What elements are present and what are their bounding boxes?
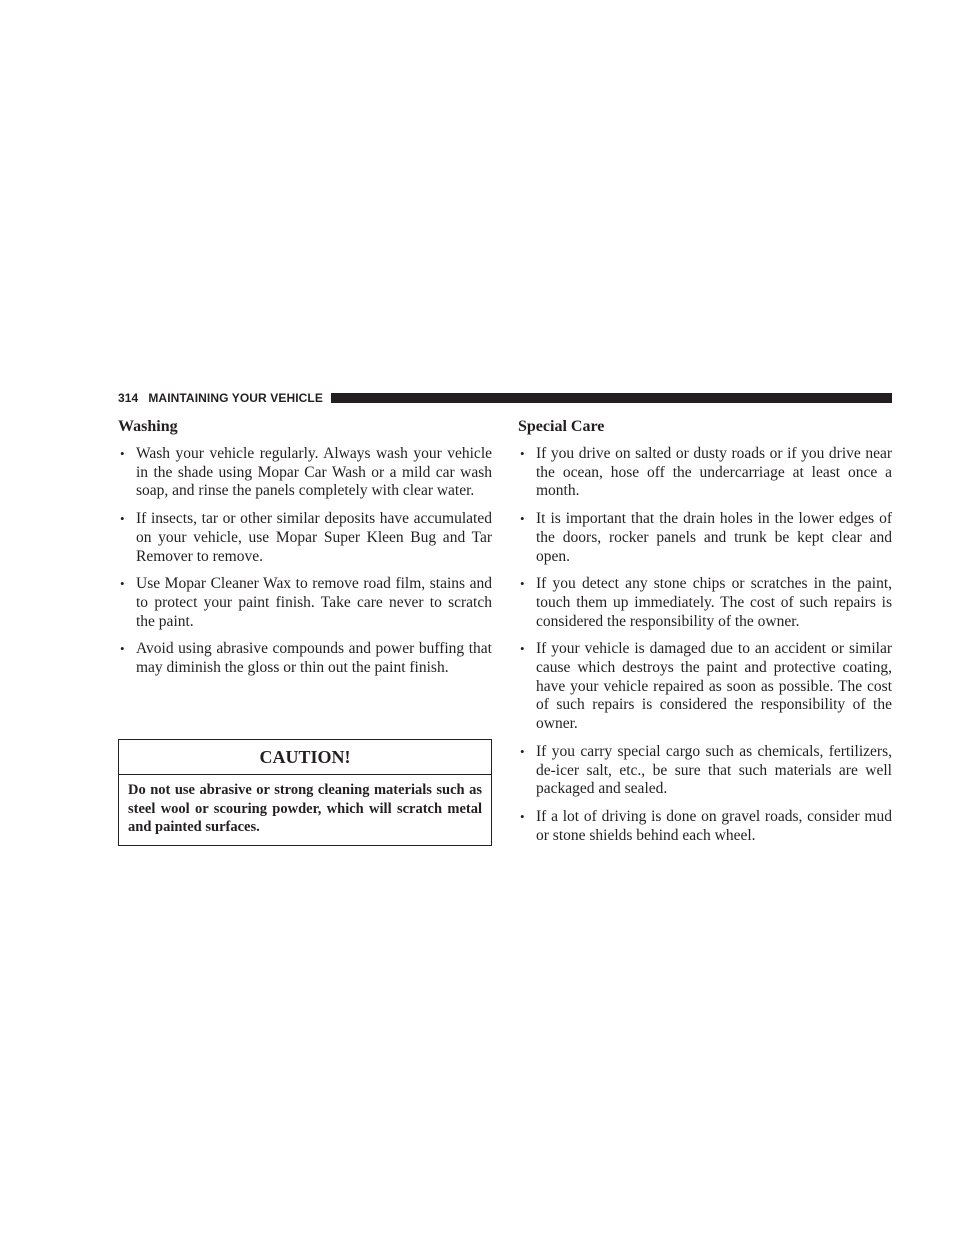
bullet-icon: • bbox=[520, 808, 525, 824]
bullet-icon: • bbox=[120, 446, 125, 461]
list-item-text: Use Mopar Cleaner Wax to remove road film, stains and to protect your paint finish. Take care never to scratch the paint. bbox=[136, 575, 492, 630]
list-item-text: If you carry special cargo such as chemicals, fertilizers, de-icer salt, etc., be sure that such materials are well packaged and sealed. bbox=[536, 742, 892, 798]
washing-list bbox=[118, 445, 492, 678]
header-rule-bar bbox=[331, 393, 892, 403]
list-item bbox=[118, 510, 492, 566]
bullet-icon: • bbox=[120, 511, 125, 527]
caution-text: Do not use abrasive or strong cleaning materials such as steel wool or scouring powder, which will scratch metal and painted surfaces. bbox=[128, 782, 482, 836]
left-column bbox=[118, 417, 492, 687]
bullet-icon: • bbox=[520, 743, 525, 759]
list-item-text: It is important that the drain holes in the lower edges of the doors, rocker panels and trunk be kept clear and open. bbox=[536, 510, 892, 565]
list-item bbox=[118, 445, 492, 501]
list-item bbox=[118, 575, 492, 631]
special-care-heading: Special Care bbox=[518, 418, 605, 435]
list-item bbox=[518, 743, 892, 799]
caution-title: CAUTION! bbox=[119, 740, 491, 775]
bullet-icon: • bbox=[520, 576, 525, 592]
list-item bbox=[518, 808, 892, 845]
bullet-icon: • bbox=[120, 641, 125, 657]
caution-box bbox=[118, 739, 492, 846]
section-title: MAINTAINING YOUR VEHICLE bbox=[148, 391, 323, 405]
list-item-text: If you detect any stone chips or scratches in the paint, touch them up immediately. The cost of such repairs is considered the responsibility of the owner. bbox=[536, 575, 892, 630]
list-item-text: If a lot of driving is done on gravel roads, consider mud or stone shields behind each wheel. bbox=[536, 807, 892, 844]
list-item-text: Avoid using abrasive compounds and power buffing that may diminish the gloss or thin out the paint finish. bbox=[136, 640, 492, 677]
washing-heading: Washing bbox=[118, 418, 178, 435]
bullet-icon: • bbox=[520, 446, 525, 461]
page-header bbox=[118, 390, 892, 406]
list-item-text: Wash your vehicle regularly. Always wash your vehicle in the shade using Mopar Car Wash or a mild car wash soap, and rinse the panels completely with clear water. bbox=[136, 445, 492, 500]
list-item bbox=[118, 640, 492, 677]
list-item bbox=[518, 640, 892, 734]
list-item bbox=[518, 510, 892, 566]
page-number: 314 bbox=[118, 391, 139, 405]
list-item-text: If your vehicle is damaged due to an accident or similar cause which destroys the paint and protective coating, have your vehicle repaired as soon as possible. The cost of such repairs is considered the responsibility of the owner. bbox=[536, 640, 892, 733]
bullet-icon: • bbox=[520, 511, 525, 527]
right-column bbox=[518, 417, 892, 854]
list-item bbox=[518, 575, 892, 631]
bullet-icon: • bbox=[120, 576, 125, 592]
bullet-icon: • bbox=[520, 641, 525, 657]
list-item-text: If you drive on salted or dusty roads or if you drive near the ocean, hose off the undercarriage at least once a month. bbox=[536, 445, 892, 500]
list-item bbox=[518, 445, 892, 501]
list-item-text: If insects, tar or other similar deposits have accumulated on your vehicle, use Mopar Super Kleen Bug and Tar Remover to remove. bbox=[136, 510, 492, 565]
special-care-list bbox=[518, 445, 892, 845]
